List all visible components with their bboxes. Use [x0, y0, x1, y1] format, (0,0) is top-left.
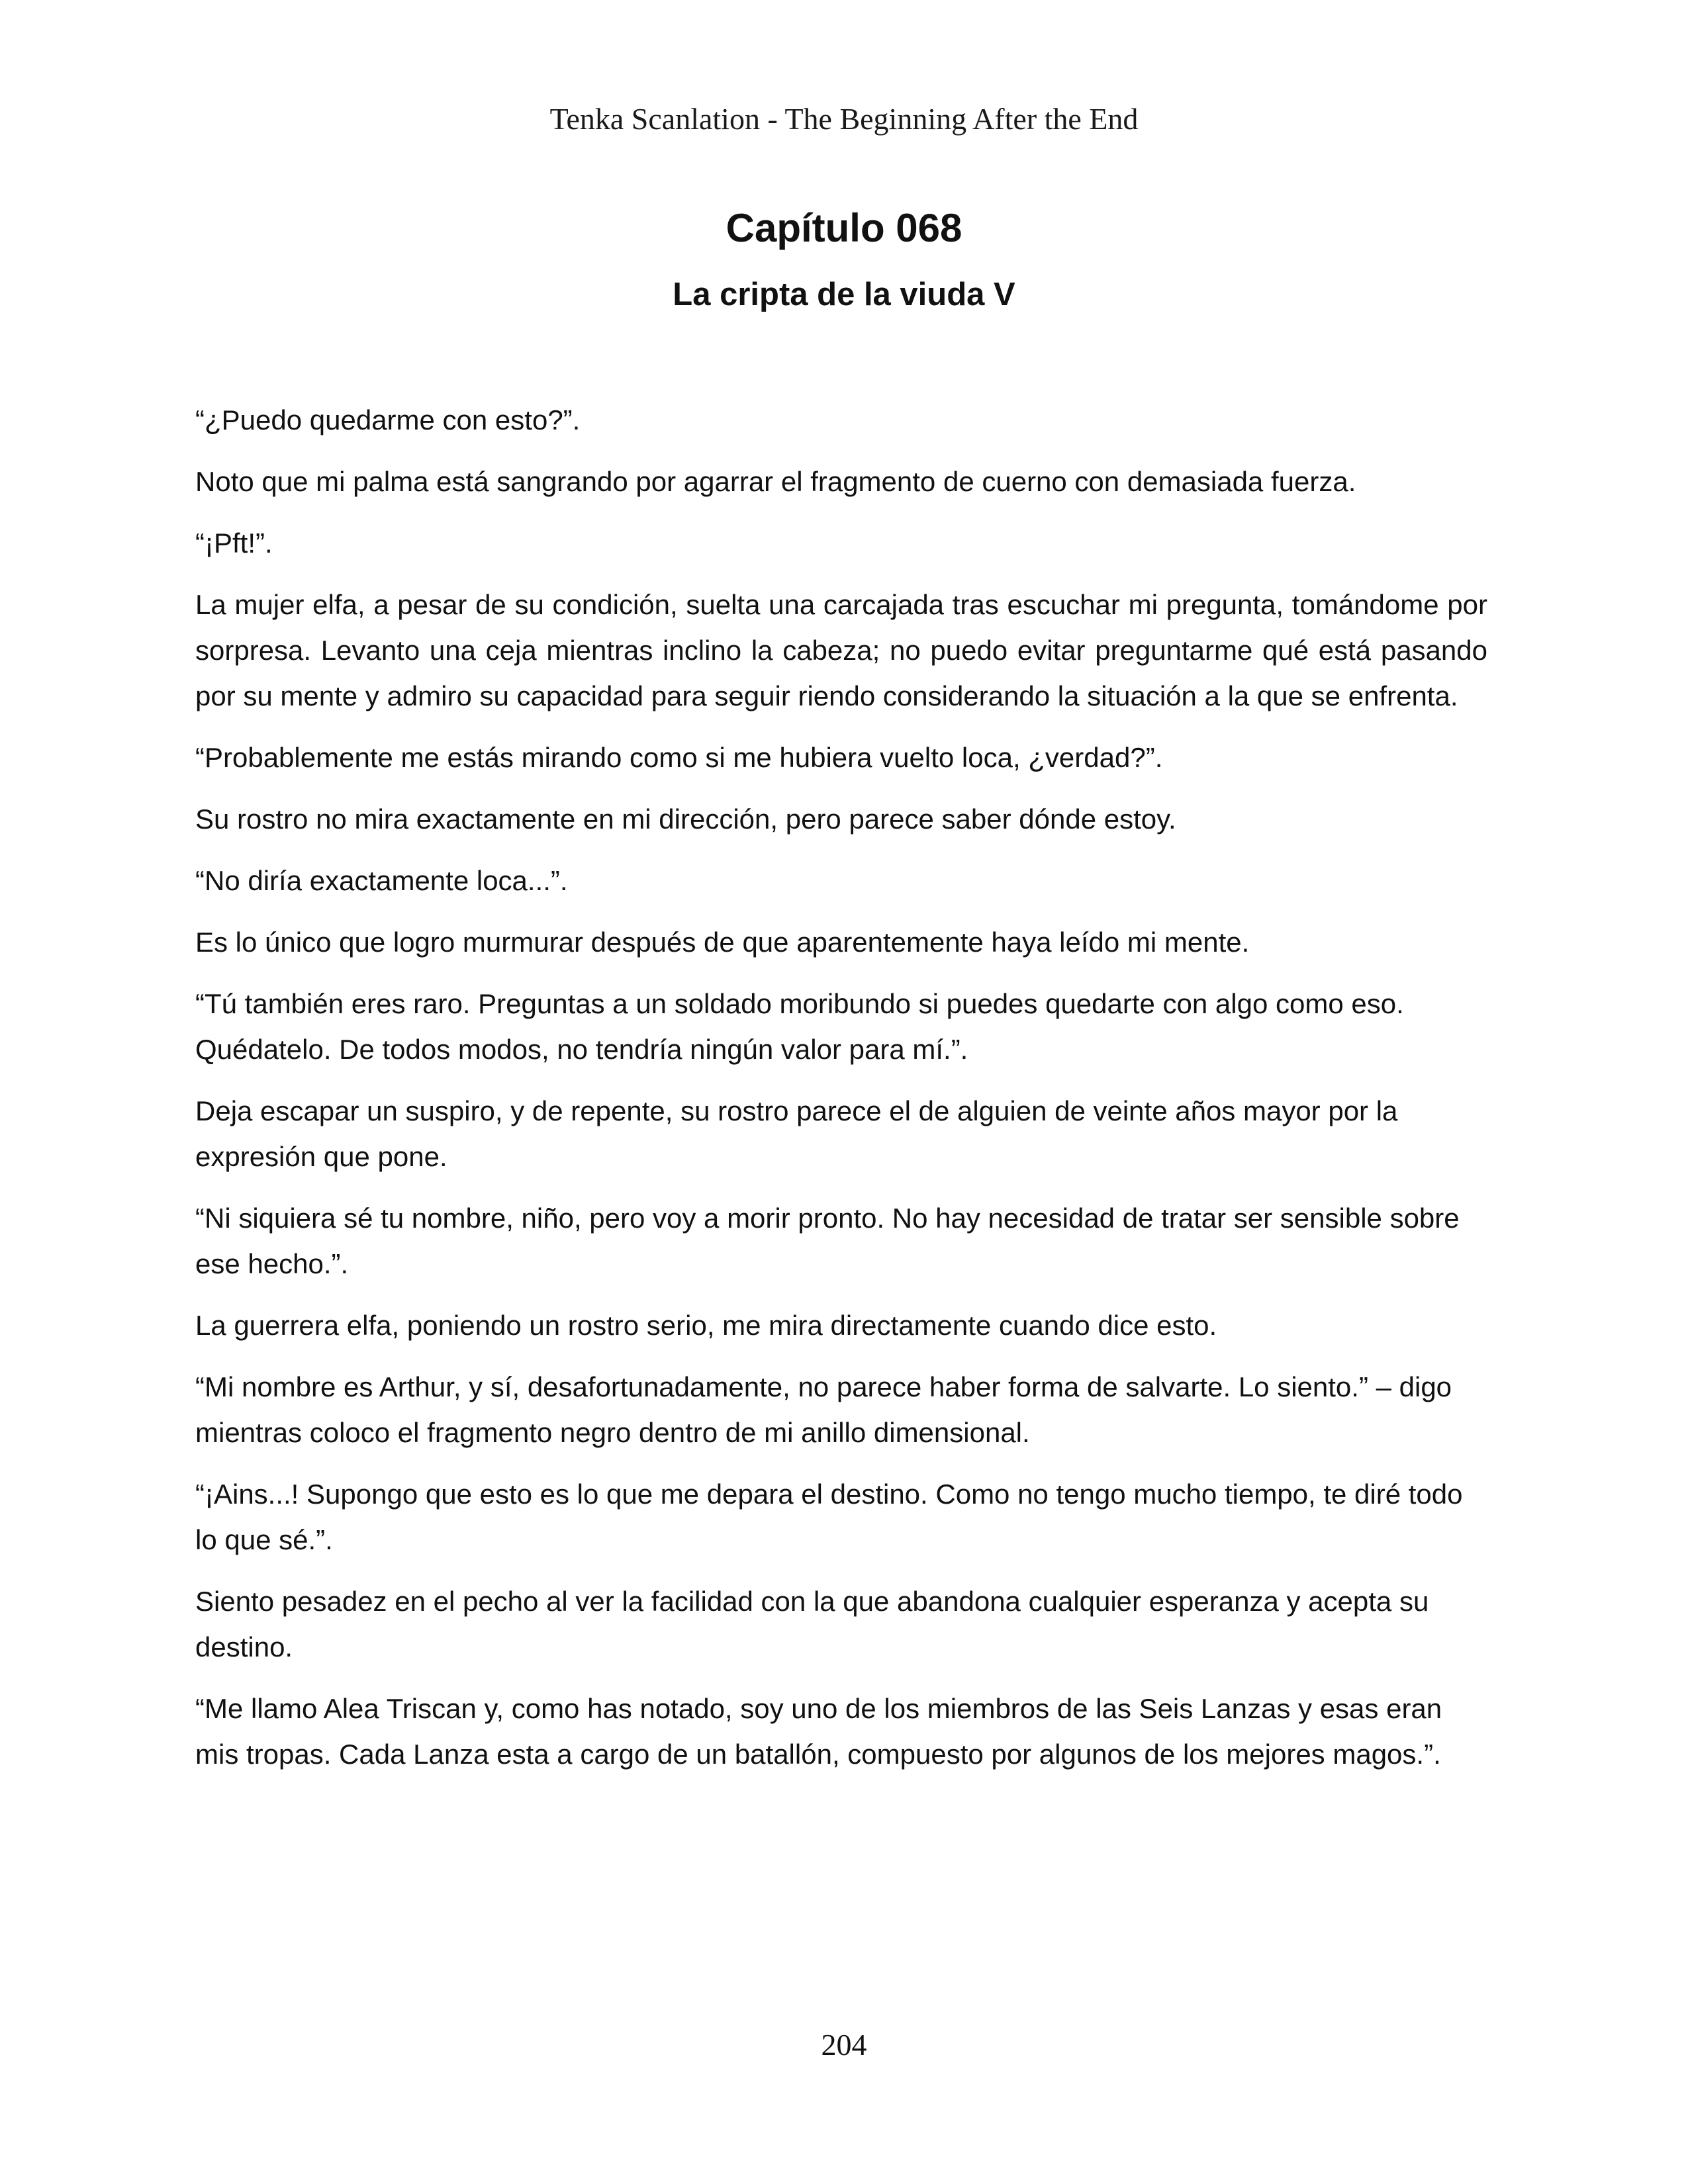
paragraph: Siento pesadez en el pecho al ver la facilidad con la que abandona cualquier esperanza y acepta su destino. — [195, 1586, 1429, 1662]
paragraph: “Tú también eres raro. Preguntas a un soldado moribundo si puedes quedarte con algo como eso. Quédatelo. De todos modos, no tendría ningún valor para mí.”. — [195, 988, 1404, 1065]
chapter-title: Capítulo 068 — [726, 206, 962, 250]
paragraph: “Ni siquiera sé tu nombre, niño, pero voy a morir pronto. No hay necesidad de tratar ser sensible sobre ese hecho.”. — [195, 1203, 1460, 1279]
chapter-body — [195, 397, 1487, 1793]
chapter-subtitle: La cripta de la viuda V — [673, 277, 1015, 312]
paragraph: “¿Puedo quedarme con esto?”. — [195, 404, 581, 435]
paragraph: “Mi nombre es Arthur, y sí, desafortunadamente, no parece haber forma de salvarte. Lo siento.” – digo mientras coloco el fragmento negro dentro de mi anillo dimensional. — [195, 1371, 1452, 1448]
paragraph: La mujer elfa, a pesar de su condición, suelta una carcajada tras escuchar mi pregunta, tomándome por sorpresa. Levanto una ceja mientras inclino la cabeza; no puedo evitar preguntarme qué está pasando por su mente y admiro su capacidad para seguir riendo considerando la situación a la que se enfrenta. — [195, 589, 1487, 711]
paragraph: Noto que mi palma está sangrando por agarrar el fragmento de cuerno con demasiada fuerza. — [195, 466, 1356, 497]
paragraph: Su rostro no mira exactamente en mi dirección, pero parece saber dónde estoy. — [195, 803, 1176, 835]
paragraph: “Probablemente me estás mirando como si me hubiera vuelto loca, ¿verdad?”. — [195, 742, 1163, 773]
paragraph: “¡Pft!”. — [195, 527, 273, 559]
paragraph: La guerrera elfa, poniendo un rostro serio, me mira directamente cuando dice esto. — [195, 1310, 1217, 1341]
page-number: 204 — [821, 2028, 867, 2062]
paragraph: Es lo único que logro murmurar después de que aparentemente haya leído mi mente. — [195, 927, 1250, 958]
running-header: Tenka Scanlation - The Beginning After the End — [549, 102, 1139, 136]
paragraph: Deja escapar un suspiro, y de repente, su rostro parece el de alguien de veinte años mayor por la expresión que pone. — [195, 1095, 1398, 1172]
paragraph: “Me llamo Alea Triscan y, como has notado, soy uno de los miembros de las Seis Lanzas y esas eran mis tropas. Cada Lanza esta a cargo de un batallón, compuesto por algunos de los mejores magos.”. — [195, 1693, 1442, 1770]
paragraph: “¡Ains...! Supongo que esto es lo que me depara el destino. Como no tengo mucho tiempo, te diré todo lo que sé.”. — [195, 1479, 1463, 1555]
paragraph: “No diría exactamente loca...”. — [195, 865, 568, 896]
